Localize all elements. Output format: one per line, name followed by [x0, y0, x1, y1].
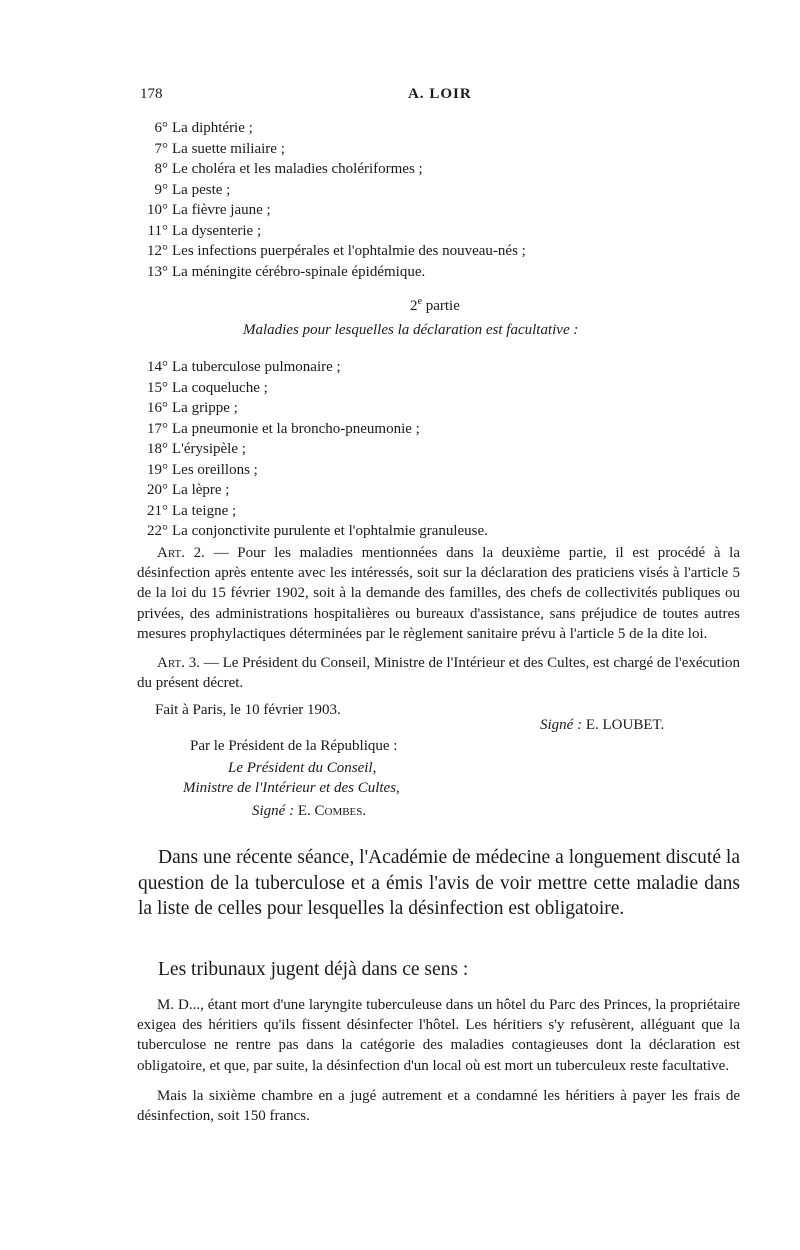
ministre-interieur: Ministre de l'Intérieur et des Cultes,: [183, 780, 400, 796]
list-item: 10° La fièvre jaune ;: [147, 202, 271, 218]
list-item: 14° La tuberculose pulmonaire ;: [147, 359, 341, 375]
combes-signature: Signé : E. Combes.: [252, 803, 367, 819]
paragraph-academie: Dans une récente séance, l'Académie de médecine a longuement discuté la question de la tuberculose et a émis l'avis de voir mettre cette maladie dans la liste de celles pour lesquelles la désinfection est obligatoire.: [138, 847, 740, 919]
running-head: A. LOIR: [408, 86, 472, 102]
part-title: 2e partie: [410, 296, 460, 314]
fait-a-paris: Fait à Paris, le 10 février 1903.: [155, 702, 341, 718]
list-item: 7° La suette miliaire ;: [154, 140, 285, 157]
loubet-signature: Signé : E. LOUBET.: [540, 717, 665, 733]
list-item: 12° Les infections puerpérales et l'ophtalmie des nouveau-nés ;: [147, 243, 526, 259]
list-item: 21° La teigne ;: [147, 502, 237, 519]
page-number: 178: [140, 86, 163, 102]
part-caption: Maladies pour lesquelles la déclaration est facultative :: [243, 322, 579, 338]
list-item: 17° La pneumonie et la broncho-pneumonie ;: [147, 420, 420, 437]
president-du-conseil: Le Président du Conseil,: [228, 760, 377, 776]
list-item: 19° Les oreillons ;: [147, 461, 258, 478]
page-header: [140, 86, 740, 106]
article-3: Art. 3. — Le Président du Conseil, Ministre de l'Intérieur et des Cultes, est chargé de l'exécution du présent décret.: [137, 655, 741, 692]
list-item: 13° La méningite cérébro-spinale épidémique.: [147, 263, 426, 280]
list-item: 20° La lèpre ;: [147, 482, 230, 498]
list-item: 9° La peste ;: [154, 181, 231, 198]
article-2: Art. 2. — Pour les maladies mentionnées dans la deuxième partie, il est procédé à la désinfection après entente avec les intéressés, soit sur la déclaration des praticiens visés à l'article 5 de la loi du 15 février 1902, soit à la demande des familles, des chefs de collectivités publiques ou privées, des administrations hospitalières ou bureaux d'assistance, sans préjudice de toutes autres mesures prophylactiques déterminées par le règlement sanitaire prévu à l'article 5 de la dite loi.: [137, 545, 740, 642]
list-item: 15° La coqueluche ;: [147, 379, 268, 396]
paragraph-chambre: Mais la sixième chambre en a jugé autrement et a condamné les héritiers à payer les frais de désinfection, soit 150 francs.: [137, 1088, 740, 1125]
disease-list-part2: [136, 357, 488, 542]
list-item: 18° L'érysipèle ;: [147, 441, 246, 457]
paragraph-tribunaux: Les tribunaux jugent déjà dans ce sens :: [158, 959, 469, 980]
paragraph-md: M. D..., étant mort d'une laryngite tuberculeuse dans un hôtel du Parc des Princes, la propriétaire exigea des héritiers qu'ils fissent désinfecter l'hôtel. Les héritiers s'y refusèrent, alléguant que la tuberculose ne rentre pas dans la catégorie des maladies contagieuses dont la déclaration est obligatoire, et que, par suite, la désinfection d'un local où est mort un tuberculeux reste facultative.: [137, 997, 740, 1074]
list-item: 16° La grippe ;: [147, 400, 238, 416]
list-item: 11° La dysenterie ;: [147, 222, 262, 239]
list-item: 8° Le choléra et les maladies cholériformes ;: [154, 161, 423, 177]
par-le-president: Par le Président de la République :: [190, 738, 398, 754]
disease-list-part1: [136, 118, 526, 282]
list-item: 22° La conjonctivite purulente et l'ophtalmie granuleuse.: [147, 523, 488, 539]
list-item: 6° La diphtérie ;: [154, 120, 253, 136]
